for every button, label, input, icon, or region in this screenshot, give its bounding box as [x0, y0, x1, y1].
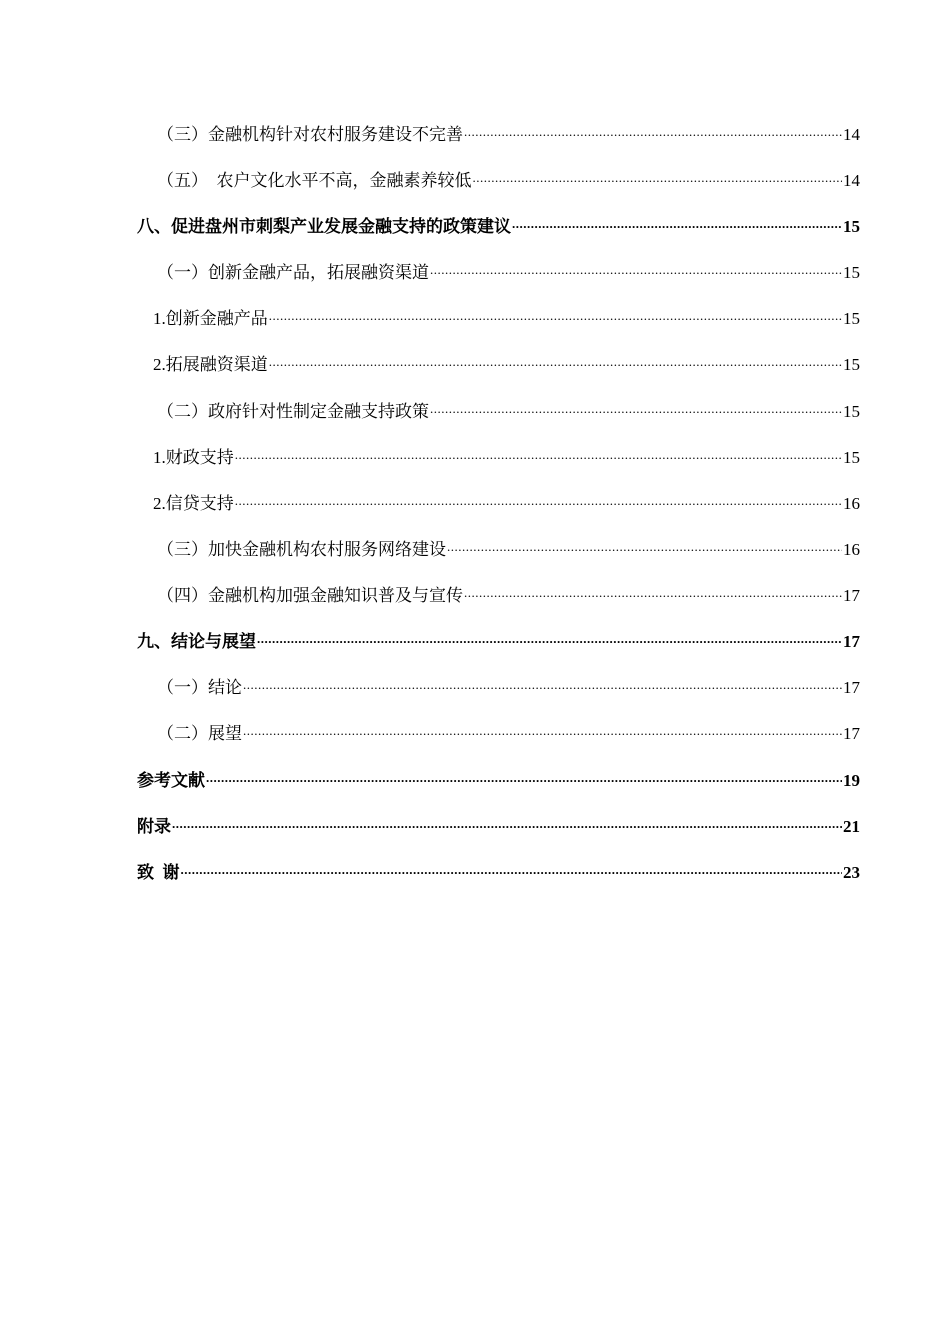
toc-entry[interactable] — [157, 531, 860, 559]
toc-entry-page: 15 — [843, 355, 860, 374]
toc-entry-title: 九、结论与展望 — [137, 632, 256, 651]
toc-entry[interactable] — [157, 116, 860, 144]
toc-entry-page: 16 — [843, 540, 860, 559]
toc-dot-leader — [206, 762, 842, 786]
toc-entry[interactable] — [157, 393, 860, 421]
toc-dot-leader — [447, 531, 842, 555]
toc-entry-page: 17 — [843, 724, 860, 743]
toc-entry[interactable] — [157, 254, 860, 282]
toc-entry-title: （三）加快金融机构农村服务网络建设 — [157, 540, 446, 559]
toc-chapter-entry[interactable] — [137, 208, 860, 236]
toc-entry[interactable] — [153, 346, 860, 374]
toc-entry-page: 23 — [843, 863, 860, 882]
toc-dot-leader — [235, 439, 842, 463]
toc-entry-page: 17 — [843, 586, 860, 605]
toc-entry-page: 17 — [843, 678, 860, 697]
toc-chapter-entry[interactable] — [137, 762, 860, 790]
toc-entry[interactable] — [157, 162, 860, 190]
toc-entry[interactable] — [153, 485, 860, 513]
toc-entry[interactable] — [157, 577, 860, 605]
toc-entry-title: 1.创新金融产品 — [153, 309, 268, 328]
toc-entry-title: （一）结论 — [157, 678, 242, 697]
toc-entry[interactable] — [153, 439, 860, 467]
toc-entry-title: （二）展望 — [157, 724, 242, 743]
toc-entry-title: （四）金融机构加强金融知识普及与宣传 — [157, 586, 463, 605]
toc-entry-page: 15 — [843, 263, 860, 282]
toc-entry-title: 八、促进盘州市刺梨产业发展金融支持的政策建议 — [137, 217, 511, 236]
toc-dot-leader — [172, 808, 842, 832]
toc-entry-page: 16 — [843, 494, 860, 513]
toc-dot-leader — [181, 854, 843, 878]
toc-dot-leader — [512, 208, 842, 232]
toc-entry-page: 19 — [843, 771, 860, 790]
toc-entry-page: 14 — [843, 125, 860, 144]
toc-dot-leader — [243, 715, 842, 739]
toc-dot-leader — [235, 485, 842, 509]
toc-entry[interactable] — [153, 300, 860, 328]
toc-entry-title: （二）政府针对性制定金融支持政策 — [157, 402, 429, 421]
toc-dot-leader — [243, 669, 842, 693]
toc-entry-page: 17 — [843, 632, 860, 651]
toc-entry-title: 1.财政支持 — [153, 448, 234, 467]
toc-entry-title: 致 谢 — [137, 863, 180, 882]
toc-entry-title: 2.信贷支持 — [153, 494, 234, 513]
toc-entry-title: （三）金融机构针对农村服务建设不完善 — [157, 125, 463, 144]
toc-entry-title: （五） 农户文化水平不高，金融素养较低 — [157, 171, 472, 190]
toc-entry-page: 21 — [843, 817, 860, 836]
toc-dot-leader — [269, 346, 842, 370]
toc-chapter-entry[interactable] — [137, 854, 860, 882]
toc-dot-leader — [473, 162, 843, 186]
toc-entry-title: 2.拓展融资渠道 — [153, 355, 268, 374]
toc-entry[interactable] — [157, 715, 860, 743]
toc-entry-page: 14 — [843, 171, 860, 190]
toc-entry-page: 15 — [843, 309, 860, 328]
toc-chapter-entry[interactable] — [137, 808, 860, 836]
toc-dot-leader — [269, 300, 842, 324]
toc-entry-title: （一）创新金融产品，拓展融资渠道 — [157, 263, 429, 282]
toc-dot-leader — [464, 116, 842, 140]
toc-entry-title: 附录 — [137, 817, 171, 836]
toc-dot-leader — [257, 623, 842, 647]
toc-entry-title: 参考文献 — [137, 771, 205, 790]
toc-entry-page: 15 — [843, 402, 860, 421]
toc-dot-leader — [430, 254, 842, 278]
toc-entry-page: 15 — [843, 448, 860, 467]
toc-entry[interactable] — [157, 669, 860, 697]
toc-entry-page: 15 — [843, 217, 860, 236]
toc-chapter-entry[interactable] — [137, 623, 860, 651]
toc-dot-leader — [464, 577, 842, 601]
toc-dot-leader — [430, 393, 842, 417]
